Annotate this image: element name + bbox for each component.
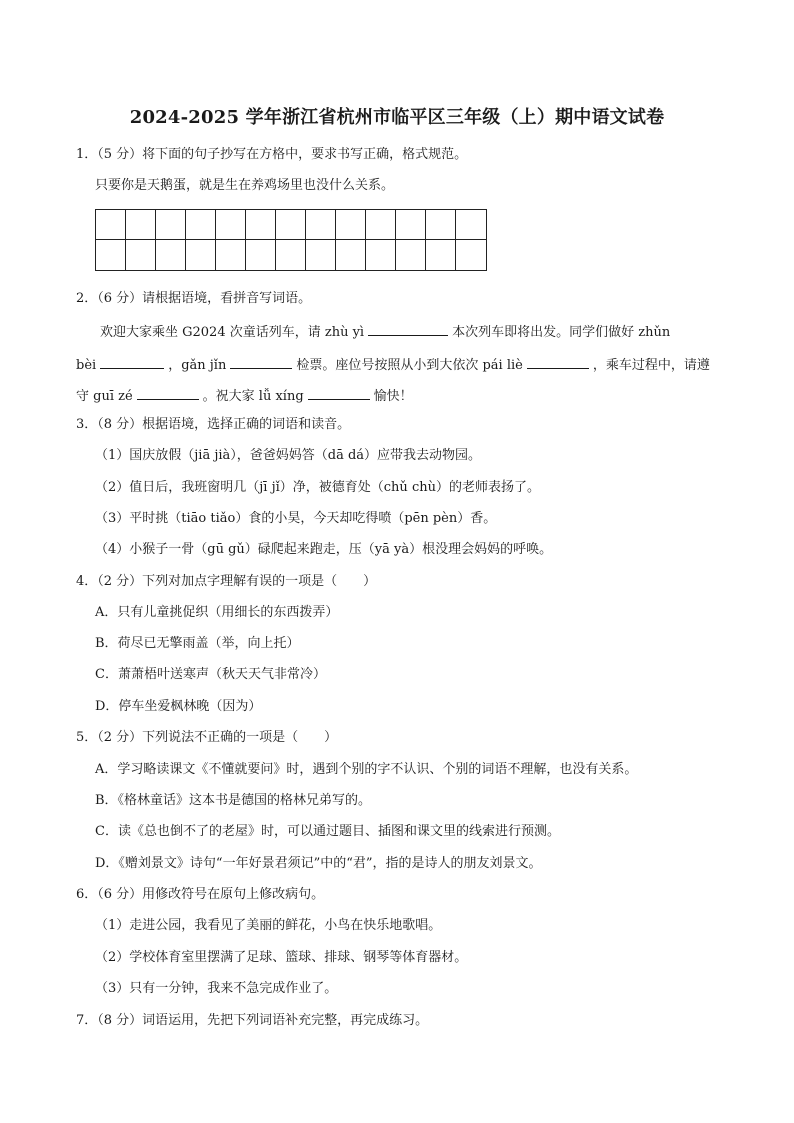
answer-blank[interactable] xyxy=(308,385,370,400)
q2-text: 守 guī zé xyxy=(76,389,133,404)
grid-cell[interactable] xyxy=(216,210,246,240)
grid-cell[interactable] xyxy=(276,210,306,240)
grid-cell[interactable] xyxy=(426,210,456,240)
question-1-stem: 1．（5 分）将下面的句子抄写在方格中，要求书写正确，格式规范。 xyxy=(76,147,468,162)
question-5-option-c[interactable]: C．读《总也倒不了的老屋》时，可以通过题目、插图和课文里的线索进行预测。 xyxy=(95,824,560,839)
question-3-item-2: （2）值日后，我班窗明几（jī jǐ）净，被德育处（chǔ chù）的老师表扬了。 xyxy=(95,480,540,495)
question-6-item-3: （3）只有一分钟，我来不急完成作业了。 xyxy=(95,981,338,996)
question-3-stem: 3．（8 分）根据语境，选择正确的词语和读音。 xyxy=(76,417,351,432)
grid-cell[interactable] xyxy=(96,210,126,240)
grid-cell[interactable] xyxy=(366,240,396,270)
grid-cell[interactable] xyxy=(186,210,216,240)
answer-blank[interactable] xyxy=(230,354,292,369)
grid-cell[interactable] xyxy=(276,240,306,270)
question-7-stem: 7．（8 分）词语运用，先把下列词语补充完整，再完成练习。 xyxy=(76,1013,429,1028)
q2-text: 本次列车即将出发。同学们做好 zhǔn xyxy=(452,325,671,340)
grid-cell[interactable] xyxy=(246,210,276,240)
grid-cell[interactable] xyxy=(396,210,426,240)
writing-grid[interactable] xyxy=(95,209,487,271)
grid-cell[interactable] xyxy=(96,240,126,270)
question-6-item-1: （1）走进公园，我看见了美丽的鲜花，小鸟在快乐地歌唱。 xyxy=(95,918,442,933)
question-3-item-4: （4）小猴子一骨（gū gǔ）碌爬起来跑走，压（yā yà）根没理会妈妈的呼唤。 xyxy=(95,542,553,557)
grid-cell[interactable] xyxy=(366,210,396,240)
grid-cell[interactable] xyxy=(426,240,456,270)
grid-cell[interactable] xyxy=(156,240,186,270)
question-3-item-1: （1）国庆放假（jiā jià），爸爸妈妈答（dā dá）应带我去动物园。 xyxy=(95,448,482,463)
q2-text: ，gǎn jǐn xyxy=(168,358,227,373)
grid-cell[interactable] xyxy=(396,240,426,270)
grid-cell[interactable] xyxy=(216,240,246,270)
q2-text: bèi xyxy=(76,358,97,373)
question-6-stem: 6．（6 分）用修改符号在原句上修改病句。 xyxy=(76,887,325,902)
q2-text: 检票。座位号按照从小到大依次 pái liè xyxy=(296,358,523,373)
q2-text: 。祝大家 lǚ xíng xyxy=(202,389,304,404)
question-5-option-a[interactable]: A．学习略读课文《不懂就要问》时，遇到个别的字不认识、个别的词语不理解，也没有关系。 xyxy=(95,762,638,777)
answer-blank[interactable] xyxy=(368,321,448,336)
question-2-stem: 2．（6 分）请根据语境，看拼音写词语。 xyxy=(76,291,312,306)
grid-cell[interactable] xyxy=(456,210,486,240)
grid-cell[interactable] xyxy=(186,240,216,270)
question-1-sentence: 只要你是天鹅蛋，就是生在养鸡场里也没什么关系。 xyxy=(95,178,395,193)
grid-cell[interactable] xyxy=(126,240,156,270)
question-5-option-d[interactable]: D．《赠刘景文》诗句“一年好景君须记”中的“君”，指的是诗人的朋友刘景文。 xyxy=(95,856,542,871)
grid-cell[interactable] xyxy=(306,240,336,270)
question-2-line-2 xyxy=(76,354,710,375)
question-4-stem: 4．（2 分）下列对加点字理解有误的一项是（ ） xyxy=(76,574,377,589)
question-4-option-c[interactable]: C．萧萧梧叶送寒声（秋天天气非常冷） xyxy=(95,667,326,682)
question-4-option-d[interactable]: D．停车坐爱枫林晚（因为） xyxy=(95,699,262,714)
grid-cell[interactable] xyxy=(456,240,486,270)
question-3-item-3: （3）平时挑（tiāo tiǎo）食的小昊，今天却吃得喷（pēn pèn）香。 xyxy=(95,511,497,526)
question-4-option-b[interactable]: B．荷尽已无擎雨盖（举，向上托） xyxy=(95,636,300,651)
q2-text: 欢迎大家乘坐 G2024 次童话列车，请 zhù yì xyxy=(100,325,365,340)
grid-cell[interactable] xyxy=(336,210,366,240)
q2-text: ，乘车过程中，请遵 xyxy=(592,358,710,373)
question-4-option-a[interactable]: A．只有儿童挑促织（用细长的东西拨弄） xyxy=(95,605,339,620)
question-2-line-3 xyxy=(76,385,413,406)
grid-cell[interactable] xyxy=(306,210,336,240)
answer-blank[interactable] xyxy=(100,354,164,369)
grid-cell[interactable] xyxy=(126,210,156,240)
question-5-stem: 5．（2 分）下列说法不正确的一项是（ ） xyxy=(76,730,338,745)
question-2-line-1 xyxy=(100,321,670,342)
grid-cell[interactable] xyxy=(156,210,186,240)
grid-cell[interactable] xyxy=(246,240,276,270)
exam-title: 2024-2025 学年浙江省杭州市临平区三年级（上）期中语文试卷 xyxy=(129,107,665,128)
answer-blank[interactable] xyxy=(137,385,199,400)
question-6-item-2: （2）学校体育室里摆满了足球、篮球、排球、钢琴等体育器材。 xyxy=(95,950,468,965)
question-5-option-b[interactable]: B．《格林童话》这本书是德国的格林兄弟写的。 xyxy=(95,793,372,808)
q2-text: 愉快！ xyxy=(373,389,413,404)
grid-cell[interactable] xyxy=(336,240,366,270)
answer-blank[interactable] xyxy=(527,354,589,369)
